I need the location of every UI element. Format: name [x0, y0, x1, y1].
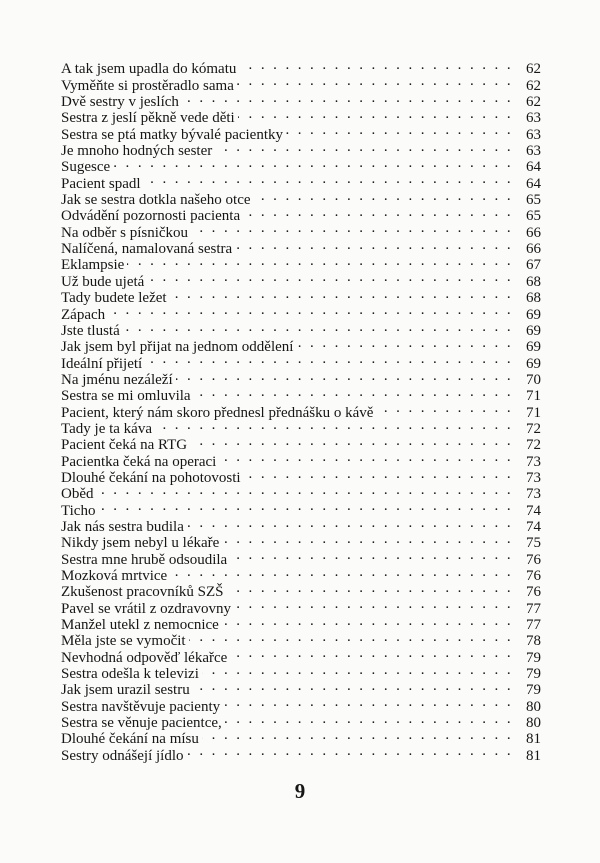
toc-entry-page: 68 [526, 290, 541, 307]
toc-dot-leader [147, 269, 513, 285]
toc-entry-title: Na odběr s písničkou [61, 224, 189, 241]
toc-entry-page: 73 [526, 469, 541, 486]
toc-entry-page: 81 [526, 747, 541, 764]
toc-dot-leader [123, 319, 513, 335]
toc-dot-leader [237, 73, 513, 89]
toc-dot-leader [235, 237, 513, 253]
toc-entry-page: 66 [526, 241, 541, 258]
toc-dot-leader [155, 417, 513, 433]
toc-entry-title: Jak nás sestra budila [61, 518, 184, 535]
toc-dot-leader [170, 564, 513, 580]
toc-entry-page: 67 [526, 257, 541, 274]
toc-entry-title: Odvádění pozornosti pacienta [61, 208, 241, 225]
toc-dot-leader [144, 171, 513, 187]
toc-dot-leader [193, 678, 513, 694]
toc-dot-leader [98, 498, 513, 514]
toc-dot-leader [222, 613, 513, 629]
toc-entry-title: Na jménu nezáleží [61, 371, 173, 388]
toc-entry-title: Oběd [61, 486, 94, 503]
toc-entry-title: Sestra se mi omluvila [61, 388, 191, 405]
toc-entry [61, 498, 541, 519]
toc-entry-page: 69 [526, 355, 541, 372]
toc-entry-title: Sestra odešla k televizi [61, 666, 199, 683]
toc-entry-title: Dlouhé čekání na mísu [61, 731, 199, 748]
toc-dot-leader [238, 106, 513, 122]
toc-dot-leader [296, 335, 513, 351]
toc-entry-title: Jak jsem urazil sestru [61, 682, 190, 699]
toc-entry-page: 69 [526, 306, 541, 323]
toc-dot-leader [222, 531, 513, 547]
toc-entry-title: Vyměňte si prostěradlo sama [61, 77, 234, 94]
toc-entry-page: 71 [526, 404, 541, 421]
toc-entry-title: Nalíčená, namalovaná sestra [61, 241, 233, 258]
toc-entry-page: 73 [526, 453, 541, 470]
toc-dot-leader [187, 743, 514, 759]
toc-entry-title: Zkušenost pracovníků SZŠ [61, 584, 224, 601]
toc-entry-title: Sestra se věnuje pacientce, [61, 715, 222, 732]
toc-entry [61, 302, 541, 323]
toc-entry-page: 72 [526, 437, 541, 454]
toc-entry-title: Dlouhé čekání na pohotovosti [61, 469, 241, 486]
toc-entry-page: 69 [526, 339, 541, 356]
toc-entry-title: Měla jste se vymočit [61, 633, 186, 650]
toc-dot-leader [230, 547, 513, 563]
toc-entry-page: 73 [526, 486, 541, 503]
toc-dot-leader [376, 400, 513, 416]
toc-dot-leader [286, 122, 513, 138]
toc-entry-page: 62 [526, 61, 541, 78]
toc-entry-title: Dvě sestry v jeslích [61, 94, 179, 111]
toc-dot-leader [243, 204, 513, 220]
toc-entry-page: 68 [526, 273, 541, 290]
toc-dot-leader [225, 711, 513, 727]
toc-entry-page: 74 [526, 518, 541, 535]
toc-dot-leader [97, 482, 514, 498]
toc-entry-page: 79 [526, 682, 541, 699]
toc-entry-page: 65 [526, 192, 541, 209]
toc-dot-leader [191, 220, 513, 236]
toc-dot-leader [223, 694, 513, 710]
toc-entry-title: Zápach [61, 306, 106, 323]
toc-entry [61, 482, 541, 503]
toc-dot-leader [254, 188, 513, 204]
toc-entry-page: 62 [526, 77, 541, 94]
toc-entry-page: 77 [526, 600, 541, 617]
toc-entry-title: Jste tlustá [61, 322, 120, 339]
toc-entry-title: Sestra navštěvuje pacienty [61, 698, 221, 715]
toc-dot-leader [189, 629, 513, 645]
toc-entry-title: Eklampsie [61, 257, 125, 274]
toc-entry-title: Sestry odnášejí jídlo [61, 747, 184, 764]
toc-dot-leader [194, 384, 513, 400]
toc-entry-page: 79 [526, 649, 541, 666]
toc-entry-page: 78 [526, 633, 541, 650]
toc-entry-page: 65 [526, 208, 541, 225]
toc-entry [61, 515, 541, 535]
toc-entry-page: 63 [526, 143, 541, 160]
toc-entry-title: Pavel se vrátil z ozdravovny [61, 600, 231, 617]
toc-dot-leader [113, 155, 513, 171]
toc-entry-page: 80 [526, 698, 541, 715]
toc-entry-page: 76 [526, 584, 541, 601]
toc-dot-leader [202, 662, 513, 678]
toc-entry-title: Jak se sestra dotkla našeho otce [61, 192, 251, 209]
toc-dot-leader [187, 515, 513, 531]
toc-entry-page: 76 [526, 568, 541, 584]
toc-entry [61, 253, 541, 274]
toc-entry-title: Pacient čeká na RTG [61, 437, 188, 454]
toc-entry-page: 69 [526, 322, 541, 339]
toc-entry-title: Tady je ta káva [61, 420, 152, 437]
table-of-contents [61, 57, 541, 764]
toc-entry-title: Nevhodná odpověď lékařce [61, 649, 228, 666]
toc-entry-title: Pacient, který nám skoro přednesl přednášku o kávě [61, 404, 374, 421]
toc-entry-title: A tak jsem upadla do kómatu [61, 61, 237, 78]
toc-entry-title: Sestra se ptá matky bývalé pacientky [61, 126, 284, 143]
toc-entry [61, 171, 541, 192]
toc-entry-title: Sugesce [61, 159, 111, 176]
toc-entry-title: Tady budete ležet [61, 290, 167, 307]
toc-entry-title: Ideální přijetí [61, 355, 143, 372]
toc-entry-title: Sestra z jeslí pěkně vede děti [61, 110, 235, 127]
toc-dot-leader [176, 368, 513, 384]
toc-entry-page: 70 [526, 371, 541, 388]
toc-entry [61, 319, 541, 339]
toc-dot-leader [202, 727, 513, 743]
toc-dot-leader [227, 580, 514, 596]
toc-dot-leader [182, 90, 513, 106]
toc-dot-leader [234, 596, 513, 612]
toc-entry-title: Jak jsem byl přijat na jednom oddělení [61, 339, 294, 356]
toc-entry [61, 57, 541, 78]
toc-entry [61, 155, 541, 176]
toc-dot-leader [108, 302, 513, 318]
toc-dot-leader [215, 139, 513, 155]
toc-entry-page: 74 [526, 502, 541, 519]
toc-entry-page: 76 [526, 551, 541, 568]
toc-entry-page: 63 [526, 126, 541, 143]
toc-entry-page: 79 [526, 666, 541, 683]
toc-dot-leader [244, 466, 513, 482]
toc-entry-page: 77 [526, 617, 541, 634]
toc-entry-title: Je mnoho hodných sester [61, 143, 213, 160]
toc-entry-page: 81 [526, 731, 541, 748]
toc-entry-page: 62 [526, 94, 541, 111]
toc-dot-leader [127, 253, 513, 269]
toc-entry-title: Sestra mne hrubě odsoudila [61, 551, 228, 568]
toc-dot-leader [170, 286, 513, 302]
toc-entry-page: 72 [526, 420, 541, 437]
toc-entry-title: Mozková mrtvice [61, 568, 168, 584]
toc-dot-leader [145, 351, 513, 367]
toc-entry-title: Nikdy jsem nebyl u lékaře [61, 535, 220, 552]
toc-entry-title: Pacient spadl [61, 175, 141, 192]
toc-dot-leader [239, 57, 513, 73]
toc-entry-page: 71 [526, 388, 541, 405]
toc-entry-page: 66 [526, 224, 541, 241]
toc-entry-page: 63 [526, 110, 541, 127]
toc-entry-page: 75 [526, 535, 541, 552]
toc-entry-title: Manžel utekl z nemocnice [61, 617, 219, 634]
toc-dot-leader [219, 449, 513, 465]
page-number: 9 [294, 779, 306, 803]
toc-entry-page: 80 [526, 715, 541, 732]
toc-entry-title: Ticho [61, 502, 96, 519]
toc-dot-leader [230, 645, 513, 661]
toc-entry-page: 64 [526, 175, 541, 192]
toc-entry [61, 335, 541, 356]
toc-entry [61, 269, 541, 290]
toc-entry-title: Pacientka čeká na operaci [61, 453, 217, 470]
toc-entry-page: 64 [526, 159, 541, 176]
toc-entry-title: Už bude ujetá [61, 273, 145, 290]
toc-dot-leader [190, 433, 513, 449]
